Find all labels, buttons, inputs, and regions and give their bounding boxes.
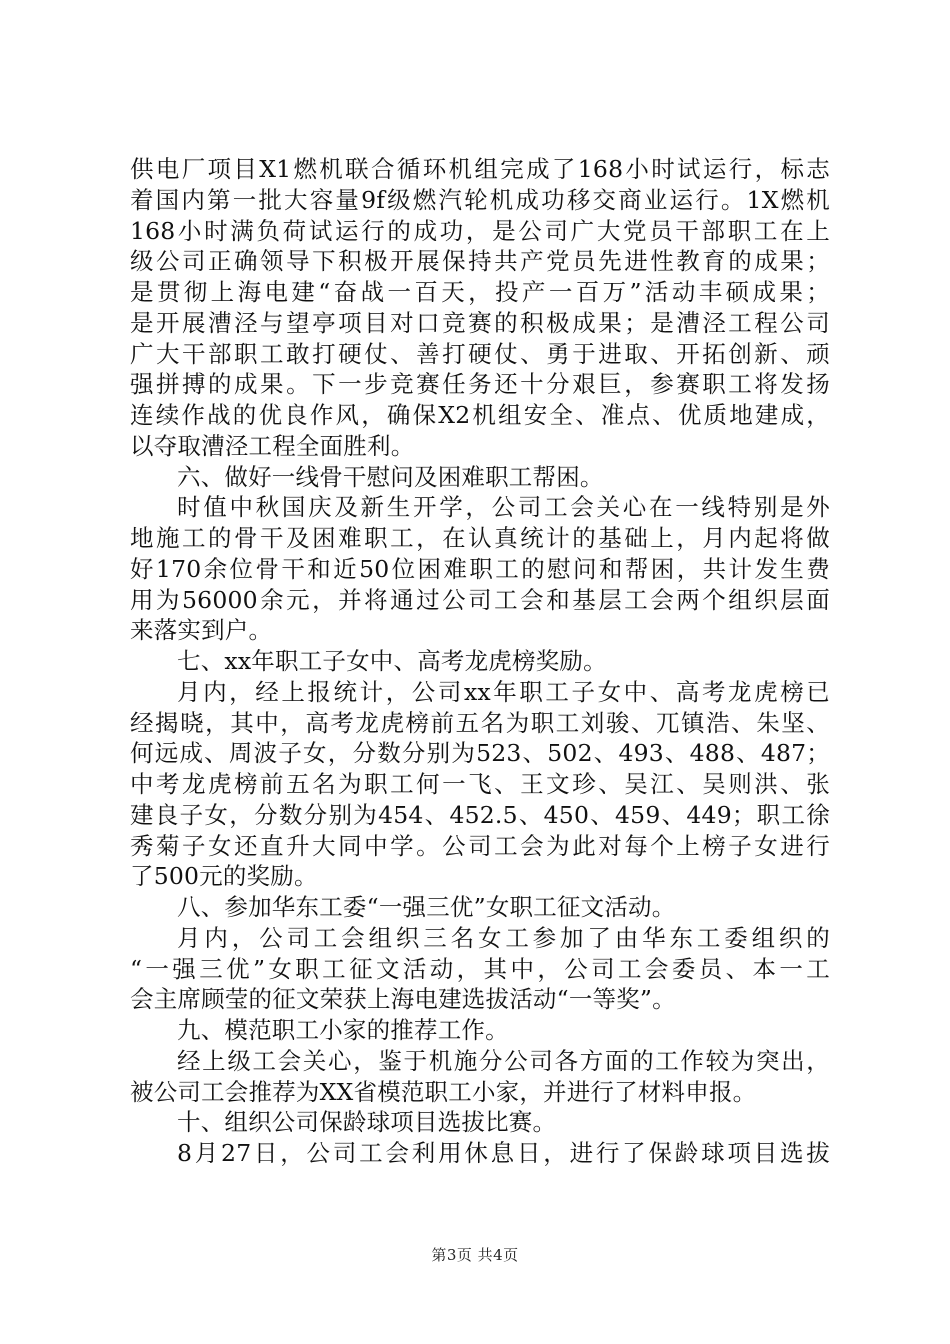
text-line: 来落实到户。 [130,616,273,645]
text-line: 何远成、周波子女，分数分别为523、502、493、488、487； [130,739,830,768]
text-line: 时值中秋国庆及新生开学，公司工会关心在一线特别是外 [177,493,830,522]
text-line: “一强三优”女职工征文活动，其中，公司工会委员、本一工 [130,954,830,983]
text-line: 连续作战的优良作风，确保X2机组安全、准点、优质地建成， [130,401,830,429]
section-heading: 九、模范职工小家的推荐工作。 [177,1016,509,1044]
text-line: 建良子女，分数分别为454、452.5、450、459、449；职工徐 [130,800,830,829]
text-line: 168小时满负荷试运行的成功，是公司广大党员干部职工在上 [130,216,830,245]
section-heading: 十、组织公司保龄球项目选拔比赛。 [177,1108,557,1137]
text-line: 级公司正确领导下积极开展保持共产党员先进性教育的成果； [130,247,830,276]
section-heading: 六、做好一线骨干慰问及困难职工帮困。 [177,462,604,491]
section-heading: 八、参加华东工委“一强三优”女职工征文活动。 [177,893,676,921]
page-footer: 第3页 共4页 [431,1246,519,1264]
text-line: 了500元的奖励。 [130,862,318,891]
text-line: 是开展漕泾与望亭项目对口竞赛的积极成果；是漕泾工程公司 [130,308,830,337]
text-line: 经上级工会关心，鉴于机施分公司各方面的工作较为突出， [177,1046,830,1075]
text-line: 月内，经上报统计，公司xx年职工子女中、高考龙虎榜已 [177,677,830,706]
text-line: 经揭晓，其中，高考龙虎榜前五名为职工刘骏、兀镇浩、朱坚、 [130,708,830,737]
text-line: 以夺取漕泾工程全面胜利。 [130,431,415,460]
section-heading: 七、xx年职工子女中、高考龙虎榜奖励。 [177,647,607,675]
text-line: 被公司工会推荐为XX省模范职工小家，并进行了材料申报。 [130,1077,757,1106]
text-line: 8月27日，公司工会利用休息日，进行了保龄球项目选拔 [177,1139,830,1167]
document-body [130,154,830,1169]
text-line: 月内，公司工会组织三名女工参加了由华东工委组织的 [177,923,830,952]
text-line: 是贯彻上海电建“奋战一百天，投产一百万”活动丰硕成果； [130,278,830,306]
text-line: 会主席顾莹的征文荣获上海电建选拔活动“一等奖”。 [130,985,676,1014]
text-line: 好170余位骨干和近50位困难职工的慰问和帮困，共计发生费 [130,554,830,583]
text-line: 地施工的骨干及困难职工，在认真统计的基础上，月内起将做 [130,524,830,552]
text-line: 中考龙虎榜前五名为职工何一飞、王文珍、吴江、吴则洪、张 [130,770,830,798]
text-line: 广大干部职工敢打硬仗、善打硬仗、勇于进取、开拓创新、顽 [130,339,830,368]
text-line: 着国内第一批大容量9f级燃汽轮机成功移交商业运行。1X燃机 [130,185,830,214]
text-line: 秀菊子女还直升大同中学。公司工会为此对每个上榜子女进行 [130,831,830,860]
text-line: 强拼搏的成果。下一步竞赛任务还十分艰巨，参赛职工将发扬 [130,370,830,399]
text-line: 用为56000余元，并将通过公司工会和基层工会两个组织层面 [130,585,830,614]
text-line: 供电厂项目X1燃机联合循环机组完成了168小时试运行，标志 [130,155,830,183]
